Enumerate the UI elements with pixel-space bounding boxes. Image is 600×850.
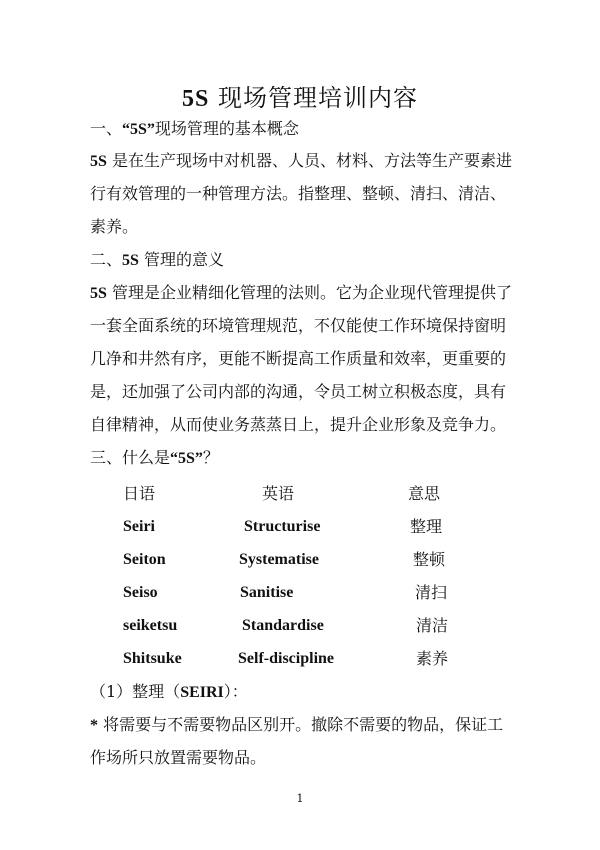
section1-number: 一、 — [90, 119, 123, 138]
section2-5s: 5S — [122, 252, 139, 269]
bullet-asterisk: * — [90, 717, 98, 734]
section1-line1 — [90, 150, 520, 173]
table-row-1-japanese: Seiri — [123, 518, 155, 535]
table-row-4-japanese: seiketsu — [123, 617, 178, 634]
table-header-meaning: 意思 — [408, 484, 441, 503]
item1-seiri: SEIRI — [180, 684, 224, 701]
item1-line1-text: 将需要与不需要物品区别开。撤除不需要的物品，保证工 — [98, 715, 504, 734]
item1-line1 — [90, 714, 520, 737]
section1-line2: 行有效管理的一种管理方法。指整理、整顿、清扫、清洁、 — [90, 184, 507, 203]
section2-line3: 几净和井然有序，更能不断提高工作质量和效率，更重要的 — [90, 349, 507, 368]
table-row-1-english: Structurise — [244, 518, 321, 535]
section1-5s: “5S” — [122, 121, 155, 138]
table-row-3-japanese: Seiso — [123, 584, 158, 601]
section2-line5: 自律精神，从而使业务蒸蒸日上，提升企业形象及竞争力。 — [90, 415, 507, 434]
table-row-4-meaning: 清洁 — [416, 616, 449, 635]
table-row-5-japanese: Shitsuke — [123, 650, 182, 667]
section2-line1 — [90, 282, 520, 305]
table-header-english: 英语 — [262, 484, 295, 503]
section2-title: 管理的意义 — [138, 250, 225, 269]
item1-number: （1）整理（ — [90, 682, 181, 701]
table-row-2-meaning: 整顿 — [413, 550, 446, 569]
table-row-2-japanese: Seiton — [123, 551, 166, 568]
section1-line3: 素养。 — [90, 217, 139, 236]
section2-heading — [90, 249, 520, 272]
item1-heading — [90, 681, 520, 704]
section1-5s-lead: 5S — [90, 153, 107, 170]
page-number: 1 — [296, 792, 304, 805]
section1-line1-text: 是在生产现场中对机器、人员、材料、方法等生产要素进 — [106, 151, 512, 170]
section3-question-mark: ？ — [202, 448, 219, 467]
table-row-2-english: Systematise — [239, 551, 319, 568]
section3-number: 三、什么是 — [90, 448, 171, 467]
title-text: 现场管理培训内容 — [209, 84, 418, 112]
section2-5s-lead: 5S — [90, 285, 107, 302]
table-row-3-english: Sanitise — [240, 584, 294, 601]
table-row-4-english: Standardise — [242, 617, 324, 634]
section3-heading — [90, 447, 520, 470]
item1-colon: ）： — [223, 682, 248, 701]
table-row-5-meaning: 素养 — [416, 649, 449, 668]
table-header-japanese: 日语 — [123, 484, 156, 503]
table-row-3-meaning: 清扫 — [415, 583, 448, 602]
document-title — [0, 78, 600, 113]
section1-title: 现场管理的基本概念 — [154, 119, 299, 138]
section3-5s: “5S” — [170, 450, 203, 467]
section2-line1-text: 管理是企业精细化管理的法则。它为企业现代管理提供了 — [106, 283, 512, 302]
section1-heading — [90, 118, 520, 141]
section2-number: 二、 — [90, 250, 123, 269]
item1-line2: 作场所只放置需要物品。 — [90, 748, 267, 767]
section2-line4: 是，还加强了公司内部的沟通，令员工树立积极态度，具有 — [90, 382, 507, 401]
table-row-1-meaning: 整理 — [410, 517, 443, 536]
section2-line2: 一套全面系统的环境管理规范，不仅能使工作环境保持窗明 — [90, 316, 507, 335]
table-row-5-english: Self-discipline — [238, 650, 335, 667]
title-prefix: 5S — [182, 86, 210, 112]
